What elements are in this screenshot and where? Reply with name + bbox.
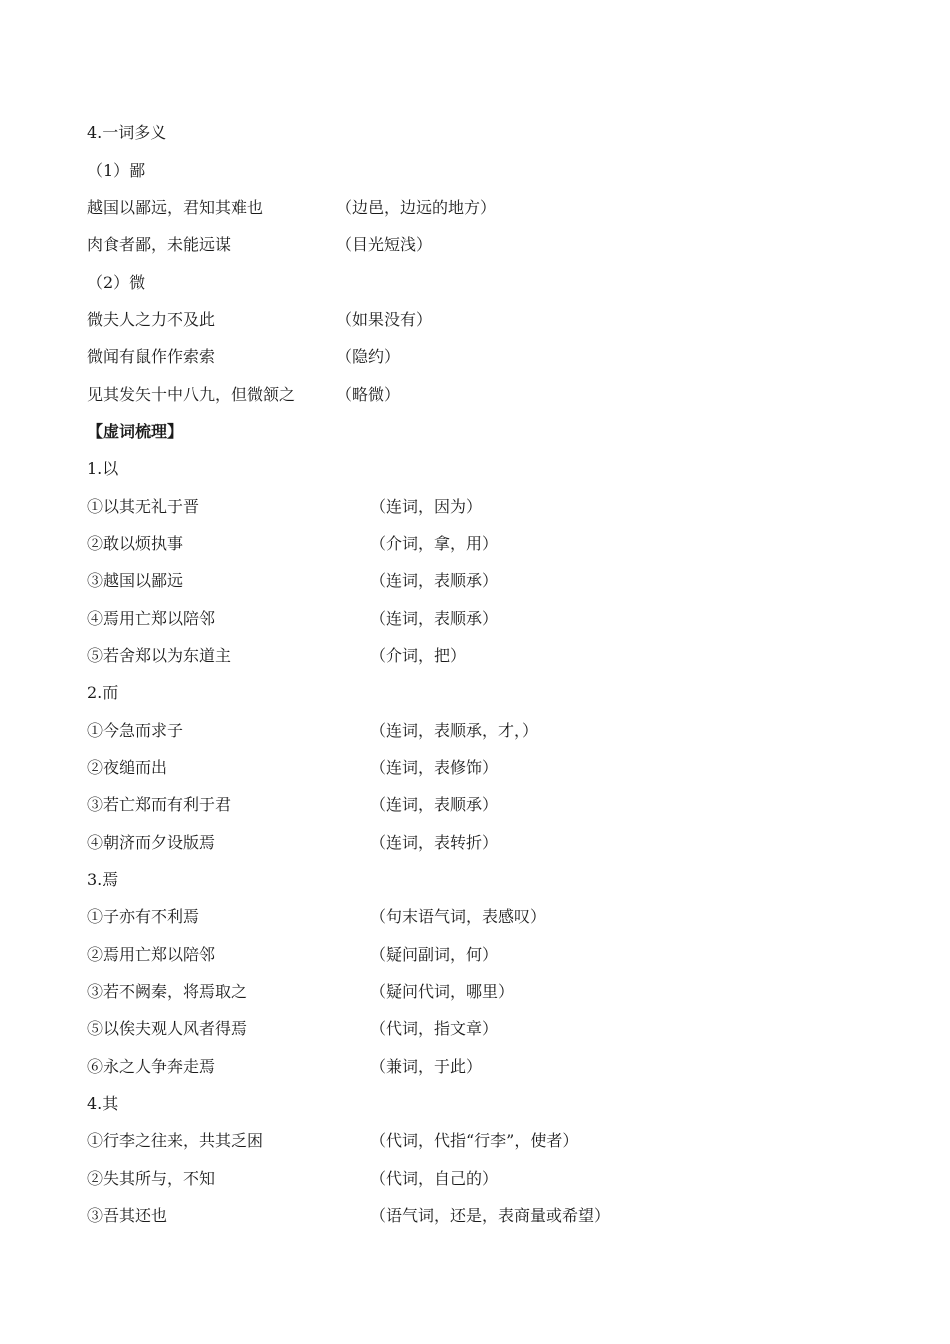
polysemy-group-label: （1）鄙 xyxy=(87,161,146,180)
word-group-label: 2.而 xyxy=(87,683,119,702)
polysemy-heading: 4.一词多义 xyxy=(87,123,167,142)
gloss-annotation: （语气词，还是，表商量或希望） xyxy=(370,1206,611,1225)
gloss-annotation: （疑问副词，何） xyxy=(370,945,499,964)
gloss-annotation: （隐约） xyxy=(336,347,401,366)
example-sentence: ⑤若舍郑以为东道主 xyxy=(87,646,232,665)
example-sentence: ①行李之往来，共其乏困 xyxy=(87,1131,264,1150)
gloss-annotation: （介词，把） xyxy=(370,646,467,665)
example-sentence: ③越国以鄙远 xyxy=(87,571,184,590)
gloss-annotation: （连词，表顺承，才，） xyxy=(370,721,539,740)
example-sentence: ④焉用亡郑以陪邻 xyxy=(87,609,216,628)
gloss-annotation: （连词，表顺承） xyxy=(370,795,499,814)
example-sentence: 微闻有鼠作作索索 xyxy=(87,347,216,366)
gloss-annotation: （连词，表转折） xyxy=(370,833,499,852)
example-sentence: ⑤以俟夫观人风者得焉 xyxy=(87,1019,248,1038)
example-sentence: 见其发矢十中八九，但微颔之 xyxy=(87,385,296,404)
example-sentence: ②焉用亡郑以陪邻 xyxy=(87,945,216,964)
gloss-annotation: （兼词，于此） xyxy=(370,1057,483,1076)
gloss-annotation: （连词，表修饰） xyxy=(370,758,499,777)
gloss-annotation: （连词，因为） xyxy=(370,497,483,516)
example-sentence: ⑥永之人争奔走焉 xyxy=(87,1057,216,1076)
gloss-annotation: （代词，自己的） xyxy=(370,1169,499,1188)
gloss-annotation: （边邑，边远的地方） xyxy=(336,198,497,217)
gloss-annotation: （目光短浅） xyxy=(336,235,433,254)
example-sentence: ①今急而求子 xyxy=(87,721,184,740)
example-sentence: ③若不阙秦，将焉取之 xyxy=(87,982,248,1001)
section-title: 【虚词梳理】 xyxy=(87,422,184,441)
gloss-annotation: （句末语气词，表感叹） xyxy=(370,907,547,926)
gloss-annotation: （连词，表顺承） xyxy=(370,609,499,628)
gloss-annotation: （代词，代指“行李”，使者） xyxy=(370,1131,579,1150)
example-sentence: ④朝济而夕设版焉 xyxy=(87,833,216,852)
example-sentence: ②敢以烦执事 xyxy=(87,534,184,553)
example-sentence: 肉食者鄙，未能远谋 xyxy=(87,235,232,254)
gloss-annotation: （介词，拿，用） xyxy=(370,534,499,553)
example-sentence: ①以其无礼于晋 xyxy=(87,497,200,516)
gloss-annotation: （如果没有） xyxy=(336,310,433,329)
example-sentence: ②夜缒而出 xyxy=(87,758,168,777)
gloss-annotation: （代词，指文章） xyxy=(370,1019,499,1038)
word-group-label: 3.焉 xyxy=(87,870,119,889)
example-sentence: ③吾其还也 xyxy=(87,1206,168,1225)
word-group-label: 4.其 xyxy=(87,1094,119,1113)
polysemy-group-label: （2）微 xyxy=(87,273,146,292)
gloss-annotation: （连词，表顺承） xyxy=(370,571,499,590)
gloss-annotation: （略微） xyxy=(336,385,401,404)
word-group-label: 1.以 xyxy=(87,459,119,478)
example-sentence: 越国以鄙远，君知其难也 xyxy=(87,198,264,217)
example-sentence: ②失其所与，不知 xyxy=(87,1169,216,1188)
example-sentence: 微夫人之力不及此 xyxy=(87,310,216,329)
example-sentence: ①子亦有不利焉 xyxy=(87,907,200,926)
example-sentence: ③若亡郑而有利于君 xyxy=(87,795,232,814)
gloss-annotation: （疑问代词，哪里） xyxy=(370,982,515,1001)
